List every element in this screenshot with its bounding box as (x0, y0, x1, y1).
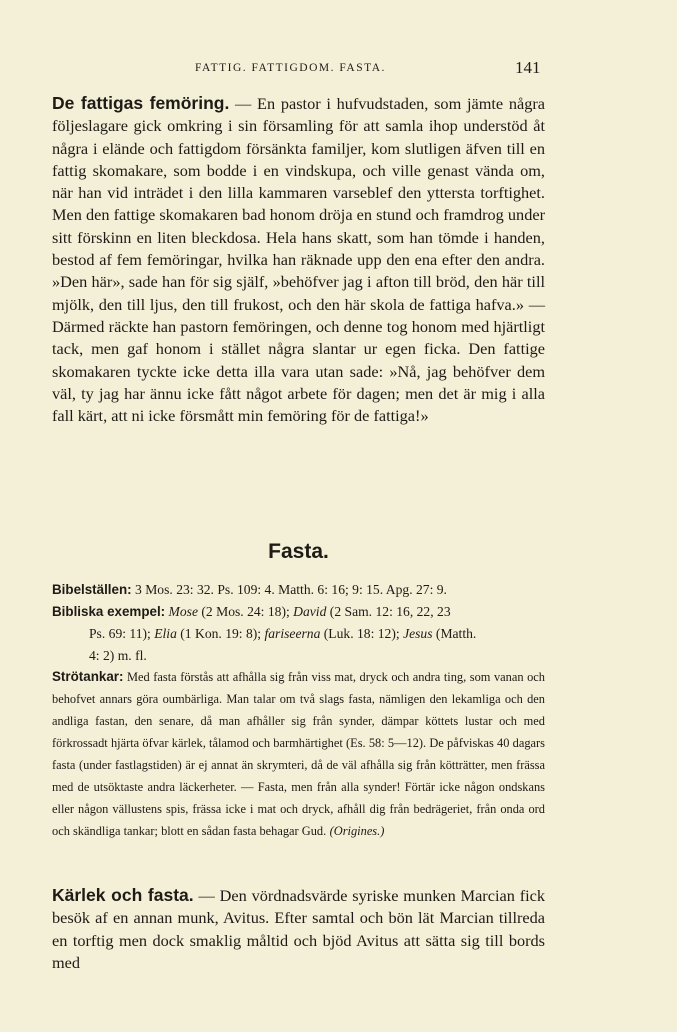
strotankar-text: Med fasta förstås att afhålla sig från viss mat, dryck och andra ting, som vanan och behofvet annars göra oumbärliga. Man talar om två slags fasta, nämligen den lekamliga och den andliga fastan, den senare, då man afhåller sig från synder, dämpar köttets lustar och med förkrossadt hjärta öfvar kärlek, tålamod och barmhärtighet (Es. 58: 5—12). De påfviskas 40 dagars fasta (under fastlagstiden) är ej annat än skrymteri, då de väl afhålla sig från kötträtter, men frässa med de utsöktaste andra läckerheter. — Fasta, men från alla synder! Förtär icke någon ondskans eller någon vällustens spis, frässa icke i mat och dryck, afhåll dig från bedrägeriet, från onda ord och skändliga tankar; blott en sådan fasta behagar Gud. (52, 670, 545, 838)
example-ref: Ps. 69: 11); (89, 626, 155, 641)
example-name: Jesus (403, 626, 433, 641)
page-number: 141 (515, 58, 541, 77)
example-ref: (2 Sam. 12: 16, 22, 23 (326, 604, 451, 619)
paragraph-heading: Kärlek och fasta. (52, 885, 194, 905)
paragraph-fattigas-femoring (52, 92, 545, 427)
paragraph-text: — Den vördnadsvärde syriske munken Marcian fick besök af en annan munk, Avitus. Efter samtal och bön lät Marcian tillreda en torftig men dock smaklig måltid och bjöd Avitus att sätta sig till bords med (52, 886, 546, 972)
paragraph-heading: De fattigas femöring. (52, 93, 230, 113)
example-ref: (Luk. 18: 12); (320, 626, 404, 641)
example-ref: (2 Mos. 24: 18); (198, 604, 294, 619)
example-name: Elia (154, 626, 177, 641)
paragraph-karlek-och-fasta (52, 884, 545, 974)
paragraph-text: — En pastor i hufvudstaden, som jämte några följeslagare gick omkring i sin församling för att samla ihop understöd åt några i elände och fattigdom försänkta familjer, kom slutligen äfven till en fattig skomakare, som bodde i en vindskupa, och ville genast vända om, när han vid inträdet i den lilla kammaren varseblef den yttersta torftighet. Men den fattige skomakaren bad honom dröja en stund och framdrog under sitt förskinn en liten bleckdosa. Hela hans skatt, som han tömde i handen, bestod af fem femöringar, hvilka han räknade upp den ena efter den andra. »Den här», sade han för sig själf, »behöfver jag i afton till bröd, den här till mjölk, den till ljus, den till frukost, och den här skola de fattiga hafva.» — Därmed räckte han pastorn femöringen, och denne tog honom med hjärtligt tack, men gaf honom i stället några slantar ur egen ficka. Den fattige skomakaren tyckte icke detta illa vara utan sade: »Nå, jag behöfver dem väl, ty jag har ännu icke fått något arbete för dagen; men det är mig i alla fall kärt, att ni icke försmått min femöring för de fattiga!» (52, 94, 545, 426)
example-name: Mose (168, 604, 198, 619)
bibliska-continuation-2: 4: 2) m. fl. (89, 648, 147, 663)
strotankar-label: Strötankar: (52, 669, 124, 684)
running-header: FATTIG. FATTIGDOM. FASTA. (195, 62, 386, 74)
example-ref: (1 Kon. 19: 8); (176, 626, 265, 641)
bibliska-exempel (52, 601, 545, 667)
section-title: Fasta. (268, 540, 329, 563)
bibelstallen-refs: 3 Mos. 23: 32. Ps. 109: 4. Matth. 6: 16; 9: 15. Apg. 27: 9. (131, 582, 447, 597)
example-name: David (293, 604, 327, 619)
example-ref: (Matth. (432, 626, 477, 641)
bibelstallen-label: Bibelställen: (52, 582, 132, 597)
bibelstallen-line (52, 579, 545, 601)
strotankar (52, 666, 545, 842)
bibliska-label: Bibliska exempel: (52, 604, 166, 619)
strotankar-source: (Origines.) (329, 824, 385, 838)
example-name: fariseerna (264, 626, 321, 641)
bibliska-continuation (52, 623, 545, 645)
